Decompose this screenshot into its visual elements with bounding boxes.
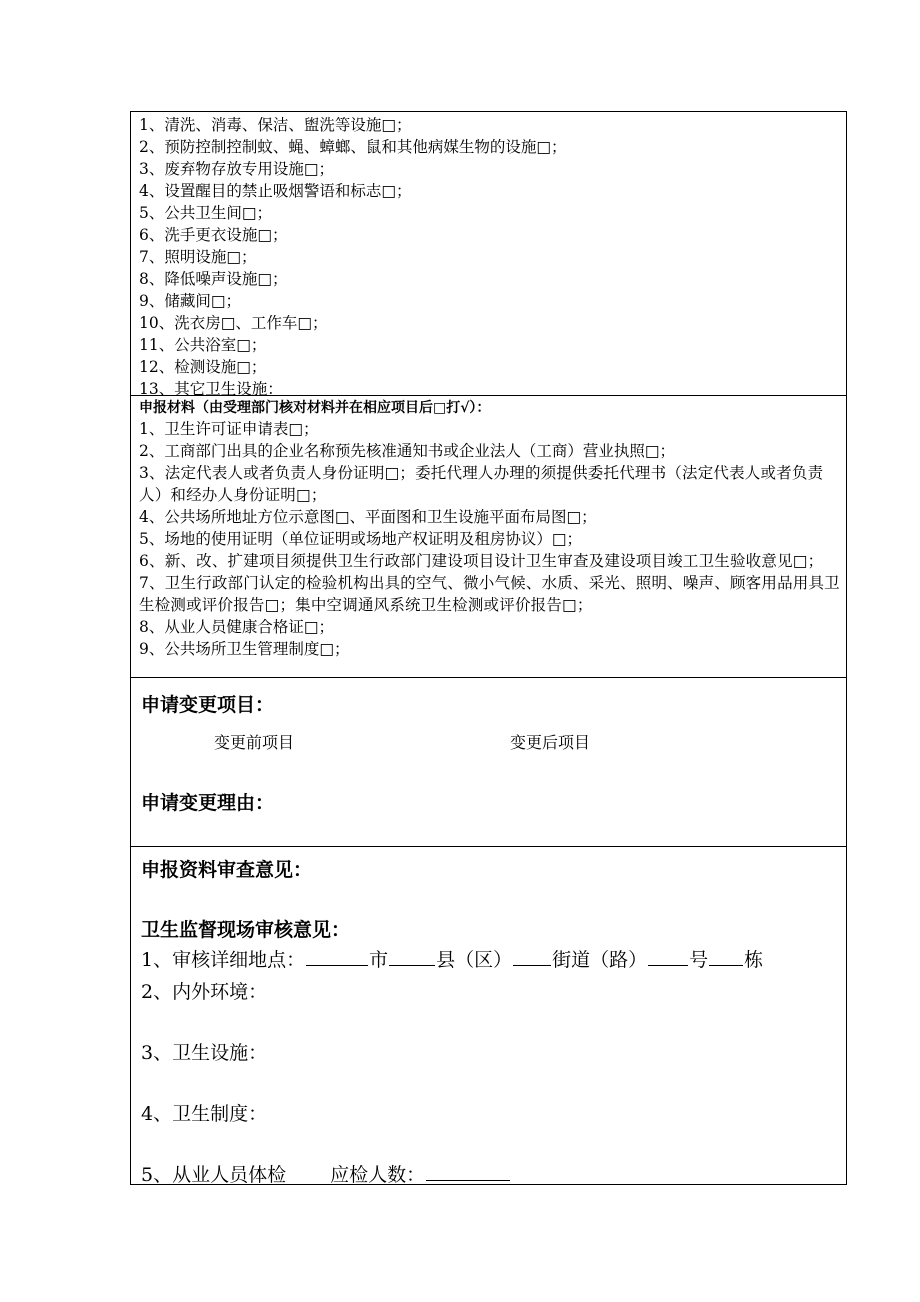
facility-item: 6、洗手更衣设施□； — [139, 226, 288, 244]
street-blank[interactable] — [513, 947, 551, 966]
materials-section — [131, 395, 846, 677]
staff-count-blank[interactable] — [426, 1162, 510, 1181]
system-label: 4、卫生制度： — [141, 1103, 268, 1125]
city-blank[interactable] — [306, 947, 368, 966]
materials-heading-title: 申报材料 — [139, 400, 195, 416]
material-item: 3、法定代表人或者负责人身份证明□；委托代理人办理的须提供委托代理书（法定代表人或者负责人）和经办人身份证明□； — [139, 464, 824, 504]
number-label: 号 — [689, 949, 709, 971]
facility-item: 11、公共浴室□； — [139, 336, 267, 354]
address-prefix: 1、审核详细地点： — [141, 949, 306, 971]
building-blank[interactable] — [709, 947, 743, 966]
doc-review-label: 申报资料审查意见： — [141, 859, 313, 881]
street-label: 街道（路） — [552, 949, 648, 971]
change-reason-label: 申请变更理由： — [141, 792, 275, 814]
staff-row — [141, 1160, 511, 1187]
material-item: 4、公共场所地址方位示意图□、平面图和卫生设施平面布局图□； — [139, 508, 597, 526]
application-form — [130, 111, 847, 1185]
after-label: 变更后项目 — [510, 733, 591, 752]
material-item: 6、新、改、扩建项目须提供卫生行政部门建设项目设计卫生审查及建设项目竣工卫生验收意见□； — [139, 552, 824, 570]
number-blank[interactable] — [648, 947, 688, 966]
facility-item: 9、储藏间□； — [139, 292, 242, 310]
change-title: 申请变更项目： — [141, 694, 275, 716]
site-review-label: 卫生监督现场审核意见： — [141, 919, 351, 941]
material-item: 2、工商部门出具的企业名称预先核准通知书或企业法人（工商）营业执照□； — [139, 442, 676, 460]
review-section — [131, 846, 846, 1186]
facility-item: 12、检测设施□； — [139, 358, 267, 376]
city-label: 市 — [369, 949, 389, 971]
material-item: 5、场地的使用证明（单位证明或场地产权证明及租房协议）□； — [139, 530, 583, 548]
county-label: 县（区） — [436, 949, 513, 971]
before-label: 变更前项目 — [214, 733, 295, 752]
address-row — [141, 945, 763, 972]
material-item: 7、卫生行政部门认定的检验机构出具的空气、微小气候、水质、采光、照明、噪声、顾客用品用具卫生检测或评价报告□；集中空调通风系统卫生检测或评价报告□； — [139, 574, 840, 614]
staff-label: 5、从业人员体检 — [141, 1164, 287, 1186]
county-blank[interactable] — [389, 947, 435, 966]
facility-item: 3、废弃物存放专用设施□； — [139, 160, 335, 178]
facility-item: 2、预防控制控制蚊、蝇、蟑螂、鼠和其他病媒生物的设施□； — [139, 138, 567, 156]
facilities-label: 3、卫生设施： — [141, 1042, 268, 1064]
facility-item: 5、公共卫生间□； — [139, 204, 273, 222]
facility-item: 8、降低噪声设施□； — [139, 270, 288, 288]
facility-item: 13、其它卫生设施： — [139, 380, 283, 398]
material-item: 8、从业人员健康合格证□； — [139, 618, 335, 636]
facility-item: 4、设置醒目的禁止吸烟警语和标志□； — [139, 182, 412, 200]
facility-item: 10、洗衣房□、工作车□； — [139, 314, 328, 332]
materials-heading-note: （由受理部门核对材料并在相应项目后□打√）： — [195, 400, 491, 416]
facility-item: 1、清洗、消毒、保洁、盥洗等设施□； — [139, 116, 412, 134]
materials-heading — [139, 398, 840, 418]
material-item: 1、卫生许可证申请表□； — [139, 420, 319, 438]
building-label: 栋 — [744, 949, 764, 971]
env-label: 2、内外环境： — [141, 981, 268, 1003]
facility-item: 7、照明设施□； — [139, 248, 257, 266]
material-item: 9、公共场所卫生管理制度□； — [139, 640, 350, 658]
facilities-section — [131, 112, 846, 398]
staff-count-label: 应检人数： — [330, 1164, 426, 1186]
change-section — [131, 677, 846, 846]
